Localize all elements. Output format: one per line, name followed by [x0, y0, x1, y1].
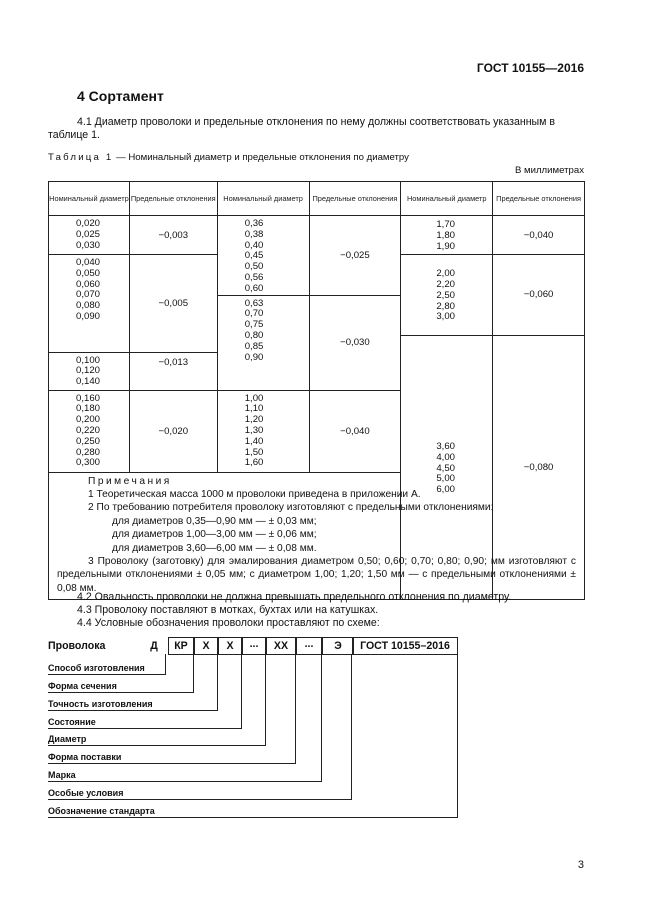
scheme-code-supply: ХХ	[273, 640, 289, 652]
deviation-value: −0,025	[309, 216, 401, 296]
header-nominal-diameter: Номинальный диаметр	[401, 182, 493, 216]
scheme-connector	[217, 654, 218, 710]
scheme-connector	[241, 654, 242, 728]
deviation-value: −0,013	[129, 352, 217, 390]
diameter-list: 0,100 0,120 0,140	[49, 352, 130, 390]
scheme-code-accuracy: Х	[202, 640, 210, 652]
scheme-label-state: Состояние	[48, 717, 96, 727]
scheme-underline	[48, 763, 296, 764]
diameter-list: 1,00 1,10 1,20 1,30 1,40 1,50 1,60	[217, 390, 309, 472]
paragraph-4-3: 4.3 Проволоку поставляют в мотках, бухтах или на катушках.	[77, 604, 379, 616]
header-nominal-diameter: Номинальный диаметр	[49, 182, 130, 216]
diameter-list: 0,160 0,180 0,200 0,220 0,250 0,280 0,300	[49, 390, 130, 472]
scheme-label-section: Форма сечения	[48, 681, 117, 691]
deviation-value: −0,060	[493, 255, 585, 336]
scheme-code-method: Д	[150, 640, 158, 652]
scheme-connector	[165, 654, 166, 674]
header-deviation: Предельные отклонения	[129, 182, 217, 216]
table-notes	[49, 472, 585, 600]
notes-title: Примечания	[88, 475, 172, 487]
paragraph-4-4: 4.4 Условные обозначения проволоки проставляют по схеме:	[77, 617, 380, 629]
note-2: 2 По требованию потребителя проволоку изготовляют с предельными отклонениями:	[88, 502, 494, 514]
diameter-list: 3,60 4,00 4,50 5,00 6,00	[401, 335, 493, 600]
scheme-underline	[48, 781, 322, 782]
scheme-connector	[351, 654, 352, 799]
scheme-code-standard: ГОСТ 10155–2016	[360, 640, 450, 652]
section-title: 4 Сортамент	[77, 88, 164, 104]
document-standard-header: ГОСТ 10155—2016	[476, 61, 584, 75]
scheme-connector	[193, 654, 194, 692]
deviation-value: −0,020	[129, 390, 217, 472]
scheme-underline	[48, 728, 242, 729]
diameter-list: 1,70 1,80 1,90	[401, 216, 493, 255]
table-caption-word: Таблица 1	[48, 152, 114, 163]
deviation-value: −0,005	[129, 255, 217, 353]
diameter-list: 0,63 0,70 0,75 0,80 0,85 0,90	[217, 295, 309, 390]
table-caption-text: — Номинальный диаметр и предельные отклонения по диаметру	[116, 152, 409, 163]
table-header-row	[49, 182, 585, 216]
paragraph-4-2: 4.2 Овальность проволоки не должна превышать предельного отклонения по диаметру.	[77, 591, 512, 603]
deviation-value: −0,030	[309, 295, 401, 390]
scheme-underline	[48, 692, 194, 693]
table-unit: В миллиметрах	[514, 165, 584, 176]
deviation-value: −0,080	[493, 335, 585, 600]
notes-row	[49, 472, 585, 600]
header-deviation: Предельные отклонения	[493, 182, 585, 216]
diameter-list: 0,36 0,38 0,40 0,45 0,50 0,56 0,60	[217, 216, 309, 296]
scheme-underline	[48, 710, 218, 711]
table-caption	[48, 152, 409, 163]
scheme-code-grade: ...	[304, 638, 314, 650]
deviation-value: −0,003	[129, 216, 217, 255]
scheme-connector	[295, 654, 296, 763]
note-2-item: для диаметров 0,35—0,90 мм — ± 0,03 мм;	[112, 515, 317, 527]
deviation-value: −0,040	[493, 216, 585, 255]
scheme-label-grade: Марка	[48, 770, 76, 780]
diameter-table	[48, 181, 585, 600]
note-3: 3 Проволоку (заготовку) для эмалирования диаметром 0,50; 0,60; 0,70; 0,80; 0,90; мм изготовляют с предельными отклонениями ± 0,05 мм; с диаметром 1,00; 1,20; 1,50 мм — с предельными отклонениями ± 0,08 мм.	[57, 556, 576, 594]
scheme-underline	[48, 799, 352, 800]
note-2-item: для диаметров 1,00—3,00 мм — ± 0,06 мм;	[112, 529, 317, 541]
scheme-code-special: Э	[334, 640, 342, 652]
diameter-list: 0,020 0,025 0,030	[49, 216, 130, 255]
deviation-value: −0,040	[309, 390, 401, 472]
paragraph-4-1: 4.1 Диаметр проволоки и предельные отклонения по нему должны соответствовать указанным в таблице 1.	[48, 116, 556, 141]
page-number: 3	[577, 859, 584, 871]
scheme-label-diameter: Диаметр	[48, 734, 87, 744]
scheme-code-section: КР	[174, 640, 188, 652]
scheme-label-standard: Обозначение стандарта	[48, 806, 155, 816]
scheme-connector	[265, 654, 266, 745]
scheme-code-state: Х	[226, 640, 234, 652]
scheme-underline	[48, 817, 458, 818]
scheme-code-diameter: ...	[249, 638, 259, 650]
scheme-connector	[321, 654, 322, 781]
diameter-list: 0,040 0,050 0,060 0,070 0,080 0,090	[49, 255, 130, 353]
scheme-label-method: Способ изготовления	[48, 663, 145, 673]
table-row	[49, 216, 585, 255]
note-1: 1 Теоретическая масса 1000 м проволоки приведена в приложении А.	[88, 488, 421, 500]
scheme-product-label: Проволока	[48, 640, 106, 652]
scheme-underline	[48, 674, 166, 675]
diameter-list: 2,00 2,20 2,50 2,80 3,00	[401, 255, 493, 336]
scheme-label-accuracy: Точность изготовления	[48, 699, 153, 709]
header-deviation: Предельные отклонения	[309, 182, 401, 216]
scheme-underline	[48, 745, 266, 746]
scheme-label-special: Особые условия	[48, 788, 124, 798]
header-nominal-diameter: Номинальный диаметр	[217, 182, 309, 216]
scheme-label-supply: Форма поставки	[48, 752, 122, 762]
scheme-connector	[457, 654, 458, 817]
note-2-item: для диаметров 3,60—6,00 мм — ± 0,08 мм.	[112, 542, 317, 554]
